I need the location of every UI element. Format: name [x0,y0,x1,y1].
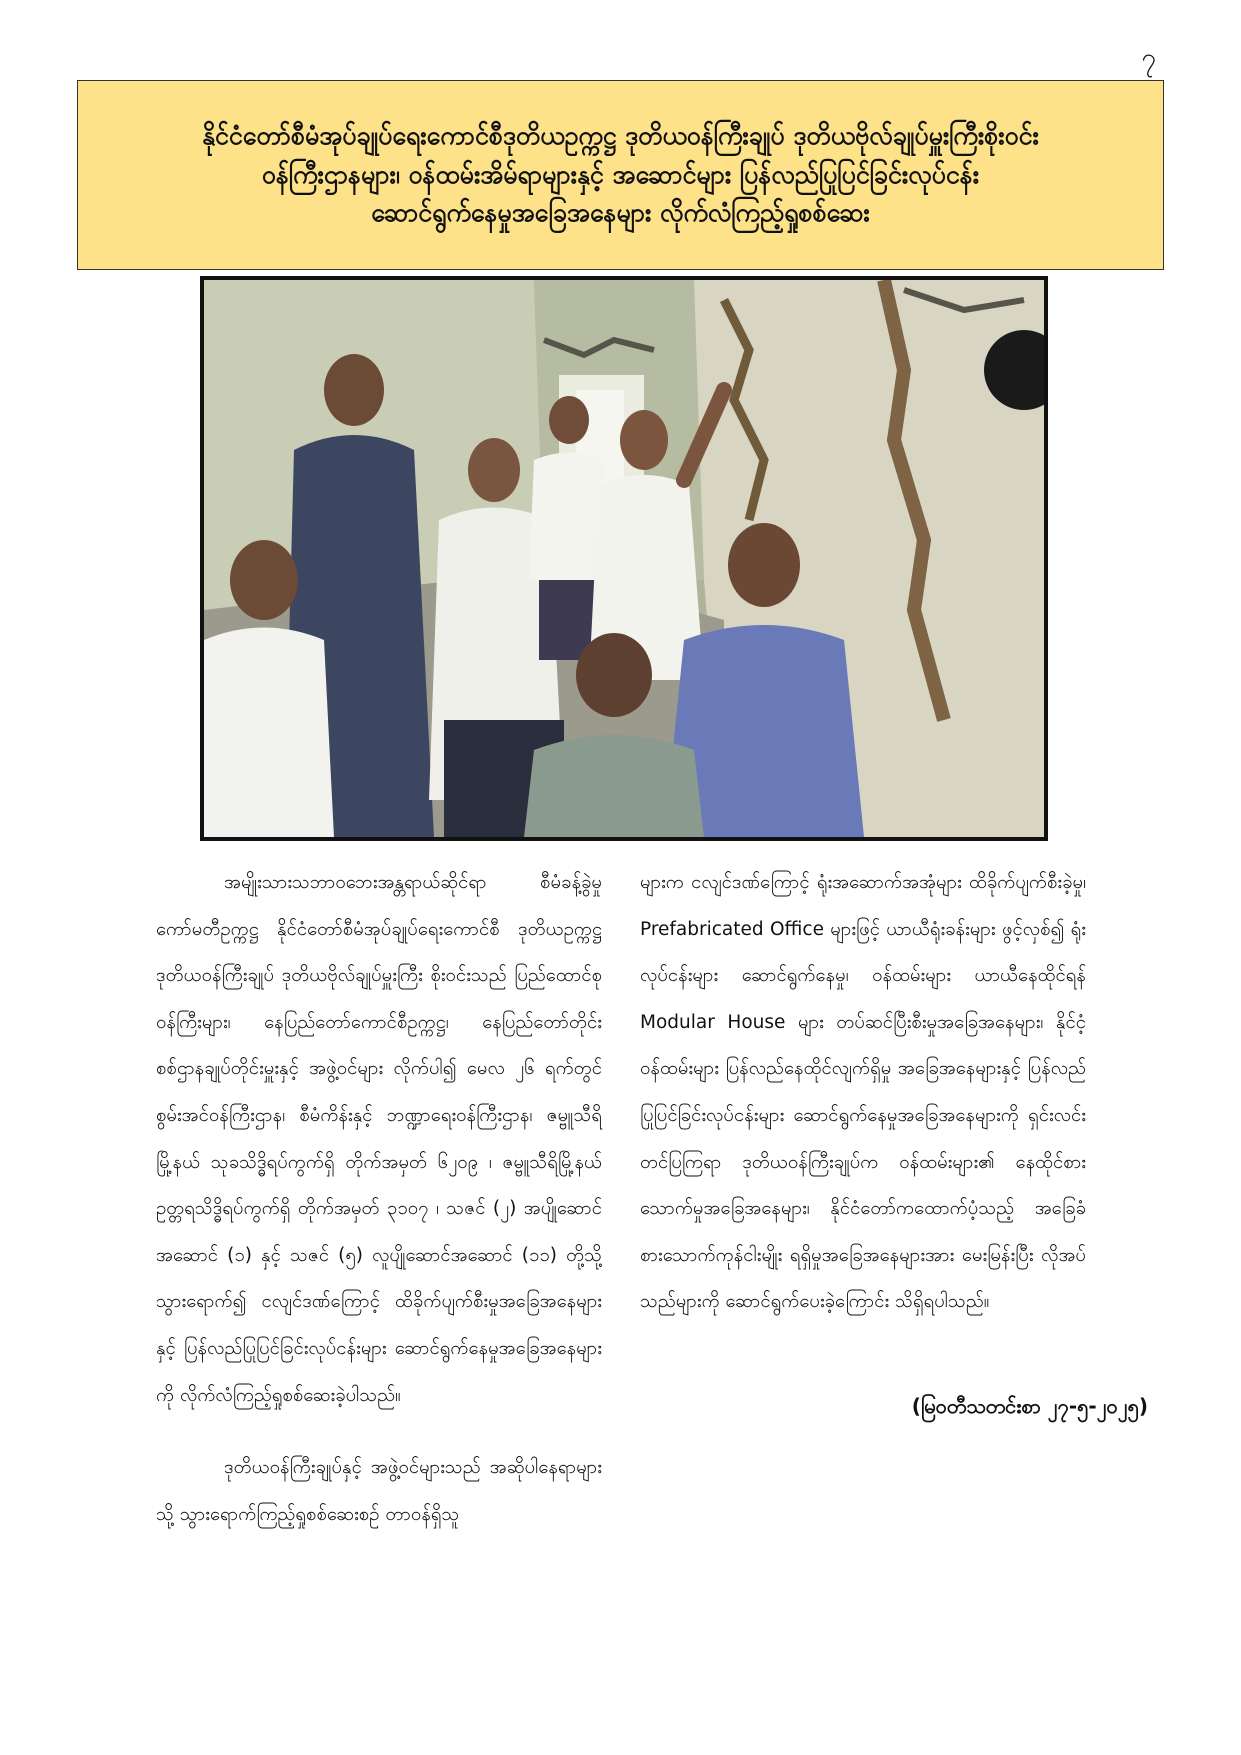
article-paragraph-2-continued: များက ငလျင်ဒဏ်ကြောင့် ရုံးအဆောက်အအုံများ ထိခိုက်ပျက်စီးခဲ့မှု၊ Prefabricated Office များဖြင့် ယာယီရုံးခန်းများ ဖွင့်လှစ်၍ ရုံးလုပ်ငန်းများ ဆောင်ရွက်နေမှု၊ ဝန်ထမ်းများ ယာယီနေထိုင်ရန် Modular House များ တပ်ဆင်ပြီးစီးမှုအခြေအနေများ၊ နိုင်ငံ့ဝန်ထမ်းများ ပြန်လည်နေထိုင်လျက်ရှိမှု အခြေအနေများနှင့် ပြန်လည်ပြုပြင်ခြင်းလုပ်ငန်းများ ဆောင်ရွက်နေမှုအခြေအနေများကို ရှင်းလင်းတင်ပြကြရာ ဒုတိယဝန်ကြီးချုပ်က ဝန်ထမ်းများ၏ နေထိုင်စားသောက်မှုအခြေအနေများ၊ နိုင်ငံတော်ကထောက်ပံ့သည့် အခြေခံစားသောက်ကုန်ငါးမျိုး ရရှိမှုအခြေအနေများအား မေးမြန်းပြီး လိုအပ်သည်များကို ဆောင်ရွက်ပေးခဲ့ကြောင်း သိရှိရပါသည်။ [640,872,1086,1313]
headline-line-3: ဆောင်ရွက်နေမှုအခြေအနေများ လိုက်လံကြည့်ရှုစစ်ဆေး [371,198,870,228]
news-photo [200,276,1048,841]
article-column-left [156,860,602,1538]
headline-box [77,80,1164,270]
source-citation: (မြဝတီသတင်းစာ ၂၇-၅-၂၀၂၅) [911,1394,1148,1418]
article-paragraph-2-start: ဒုတိယဝန်ကြီးချုပ်နှင့် အဖွဲ့ဝင်များသည် အဆိုပါနေရာများသို့ သွားရောက်ကြည့်ရှုစစ်ဆေးစဉ် တာဝန်ရှိသူ [156,1457,602,1525]
headline-line-1: နိုင်ငံတော်စီမံအုပ်ချုပ်ရေးကောင်စီဒုတိယဥက္ကဋ္ဌ ဒုတိယဝန်ကြီးချုပ် ဒုတိယဗိုလ်ချုပ်မှူးကြီးစိုးဝင်း [202,120,1039,150]
article-paragraph-1: အမျိုးသားသဘာဝဘေးအန္တရာယ်ဆိုင်ရာ စီမံခန့်ခွဲမှုကော်မတီဥက္ကဋ္ဌ နိုင်ငံတော်စီမံအုပ်ချုပ်ရေးကောင်စီ ဒုတိယဥက္ကဋ္ဌ ဒုတိယဝန်ကြီးချုပ် ဒုတိယဗိုလ်ချုပ်မှူးကြီး စိုးဝင်းသည် ပြည်ထောင်စုဝန်ကြီးများ၊ နေပြည်တော်ကောင်စီဥက္ကဋ္ဌ၊ နေပြည်တော်တိုင်း စစ်ဌာနချုပ်တိုင်းမှူးနှင့် အဖွဲ့ဝင်များ လိုက်ပါ၍ မေလ ၂၆ ရက်တွင် စွမ်းအင်ဝန်ကြီးဌာန၊ စီမံကိန်းနှင့် ဘဏ္ဍာရေးဝန်ကြီးဌာန၊ ဇမ္ဗူသီရိမြို့နယ် သုခသိဒ္ဓိရပ်ကွက်ရှိ တိုက်အမှတ် ၆၂၀၉ ၊ ဇမ္ဗူသီရိမြို့နယ် ဥတ္တရသိဒ္ဓိရပ်ကွက်ရှိ တိုက်အမှတ် ၃၁၀၇ ၊ သဇင် (၂) အပျိုဆောင်အဆောင် (၁) နှင့် သဇင် (၅) လူပျိုဆောင်အဆောင် (၁၁) တို့သို့ သွားရောက်၍ ငလျင်ဒဏ်ကြောင့် ထိခိုက်ပျက်စီးမှုအခြေအနေများနှင့် ပြန်လည်ပြုပြင်ခြင်းလုပ်ငန်းများ ဆောင်ရွက်နေမှုအခြေအနေများကို လိုက်လံကြည့်ရှုစစ်ဆေးခဲ့ပါသည်။ [156,872,602,1406]
page-number: ၇ [1141,43,1156,73]
headline-line-2: ဝန်ကြီးဌာနများ၊ ဝန်ထမ်းအိမ်ရာများနှင့် အဆောင်များ ပြန်လည်ပြုပြင်ခြင်းလုပ်ငန်း [261,159,980,189]
article-column-right [640,860,1086,1326]
photo-officials-inspecting-cracked-wall-icon [204,280,1044,837]
